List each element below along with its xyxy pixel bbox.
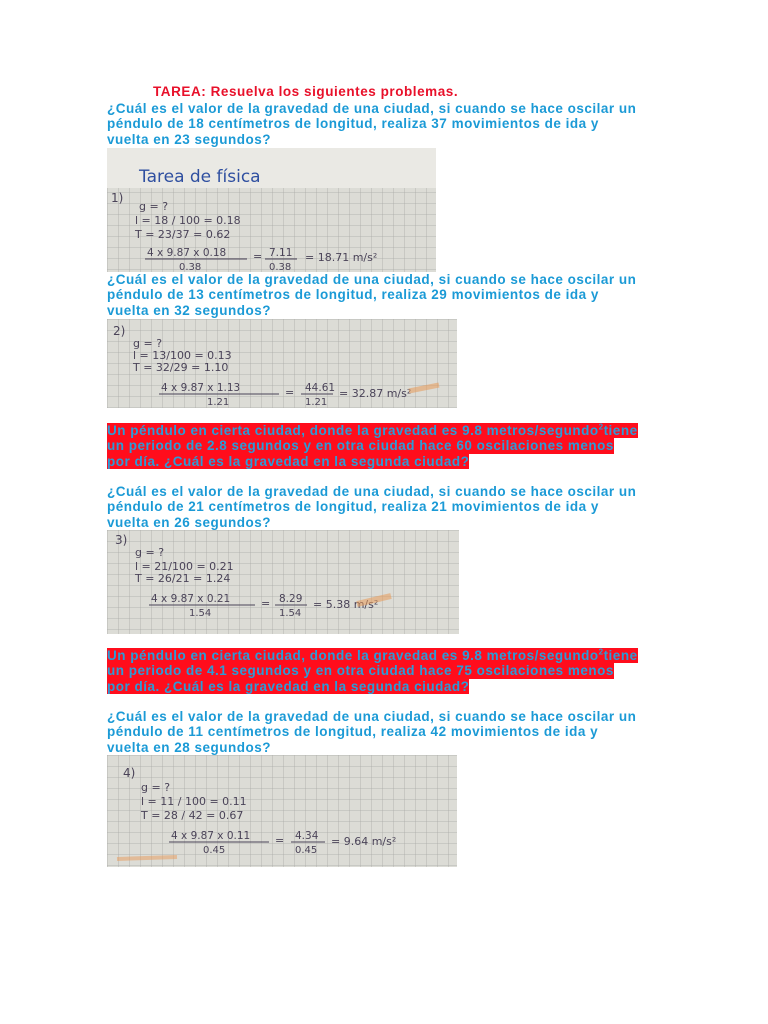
formula-denominator: 1.54 <box>189 608 212 619</box>
work-line: l = 18 / 100 = 0.18 <box>135 214 241 227</box>
highlighted-problem-1 <box>107 423 638 469</box>
notebook-photo-3 <box>107 530 459 634</box>
result-denominator: 0.38 <box>269 262 292 272</box>
notebook-photo-3-image <box>107 530 459 634</box>
problem-number: 3) <box>115 533 128 547</box>
work-line: g = ? <box>141 781 171 794</box>
formula-denominator: 0.38 <box>179 262 202 272</box>
work-line: T = 26/21 = 1.24 <box>135 572 231 585</box>
highlighted-line-3: por día. ¿Cuál es la gravedad en la segunda ciudad? <box>107 678 470 694</box>
notebook-photo-4-image <box>107 755 457 867</box>
notebook-photo-2-image <box>107 319 457 408</box>
problem-number: 1) <box>111 191 124 205</box>
notebook-photo-4 <box>107 755 457 867</box>
question-line: vuelta en 32 segundos? <box>107 302 272 318</box>
question-line: ¿Cuál es el valor de la gravedad de una ciudad, si cuando se hace oscilar un <box>107 272 637 287</box>
notebook-photo-2 <box>107 319 457 408</box>
svg-text:=: = <box>253 250 263 263</box>
question-line: ¿Cuál es el valor de la gravedad de una ciudad, si cuando se hace oscilar un <box>107 101 637 116</box>
result-denominator: 0.45 <box>295 845 318 856</box>
result-denominator: 1.21 <box>305 397 328 408</box>
highlighted-line-3: por día. ¿Cuál es la gravedad en la segunda ciudad? <box>107 453 470 469</box>
notebook-photo-1-image <box>107 148 436 272</box>
formula-denominator: 1.21 <box>207 397 230 408</box>
svg-text:=: = <box>275 834 285 847</box>
highlighted-line-1 <box>107 648 638 663</box>
formula-numerator: 4 x 9.87 x 0.21 <box>151 593 231 605</box>
question-3 <box>107 484 667 530</box>
result-value: = 32.87 m/s² <box>339 387 412 400</box>
svg-text:=: = <box>261 597 271 610</box>
question-line: péndulo de 11 centímetros de longitud, realiza 42 movimientos de ida y <box>107 724 599 740</box>
result-denominator: 1.54 <box>279 608 302 619</box>
superscript: 2 <box>598 422 604 432</box>
highlighted-text: tiene <box>603 648 638 663</box>
photo-title: Tarea de física <box>139 167 261 187</box>
question-line: vuelta en 26 segundos? <box>107 514 272 530</box>
problem-number: 2) <box>113 324 126 338</box>
question-line: ¿Cuál es el valor de la gravedad de una ciudad, si cuando se hace oscilar un <box>107 709 637 724</box>
result-numerator: 44.61 <box>305 382 336 394</box>
formula-numerator: 4 x 9.87 x 0.18 <box>147 247 227 259</box>
result-numerator: 4.34 <box>295 830 319 842</box>
work-line: g = ? <box>135 546 165 559</box>
question-line: vuelta en 28 segundos? <box>107 739 272 755</box>
work-line: T = 23/37 = 0.62 <box>135 228 231 241</box>
superscript: 2 <box>598 647 604 657</box>
question-4 <box>107 709 667 755</box>
work-line: T = 32/29 = 1.10 <box>133 361 229 374</box>
question-1 <box>107 101 667 147</box>
highlighted-line-2: un periodo de 4.1 segundos y en otra ciudad hace 75 oscilaciones menos <box>107 663 614 679</box>
work-line: l = 13/100 = 0.13 <box>133 349 232 362</box>
work-line: g = ? <box>139 200 169 213</box>
question-line: péndulo de 13 centímetros de longitud, realiza 29 movimientos de ida y <box>107 287 599 303</box>
result-value: = 9.64 m/s² <box>331 835 397 848</box>
result-numerator: 8.29 <box>279 593 303 605</box>
result-value: = 5.38 m/s² <box>313 598 379 611</box>
highlighted-text: Un péndulo en cierta ciudad, donde la gravedad es 9.8 metros/segundo <box>107 423 599 438</box>
question-line: péndulo de 18 centímetros de longitud, realiza 37 movimientos de ida y <box>107 116 599 132</box>
work-line: l = 11 / 100 = 0.11 <box>141 795 247 808</box>
work-line: l = 21/100 = 0.21 <box>135 560 234 573</box>
result-value: = 18.71 m/s² <box>305 251 378 264</box>
question-2 <box>107 272 667 318</box>
svg-text:=: = <box>285 386 295 399</box>
question-line: vuelta en 23 segundos? <box>107 131 272 147</box>
highlighted-text: tiene <box>603 423 638 438</box>
work-line: T = 28 / 42 = 0.67 <box>141 809 244 822</box>
highlighted-line-1 <box>107 423 638 438</box>
formula-numerator: 4 x 9.87 x 0.11 <box>171 830 251 842</box>
work-line: g = ? <box>133 337 163 350</box>
highlighted-text: Un péndulo en cierta ciudad, donde la gravedad es 9.8 metros/segundo <box>107 648 599 663</box>
formula-numerator: 4 x 9.87 x 1.13 <box>161 382 241 394</box>
notebook-photo-1 <box>107 148 436 272</box>
assignment-heading: TAREA: Resuelva los siguientes problemas. <box>153 84 459 99</box>
highlighted-problem-2 <box>107 648 638 694</box>
question-line: ¿Cuál es el valor de la gravedad de una ciudad, si cuando se hace oscilar un <box>107 484 637 499</box>
result-numerator: 7.11 <box>269 247 293 259</box>
formula-denominator: 0.45 <box>203 845 226 856</box>
problem-number: 4) <box>123 766 136 780</box>
question-line: péndulo de 21 centímetros de longitud, realiza 21 movimientos de ida y <box>107 499 599 515</box>
highlighted-line-2: un periodo de 2.8 segundos y en otra ciudad hace 60 oscilaciones menos <box>107 438 614 454</box>
